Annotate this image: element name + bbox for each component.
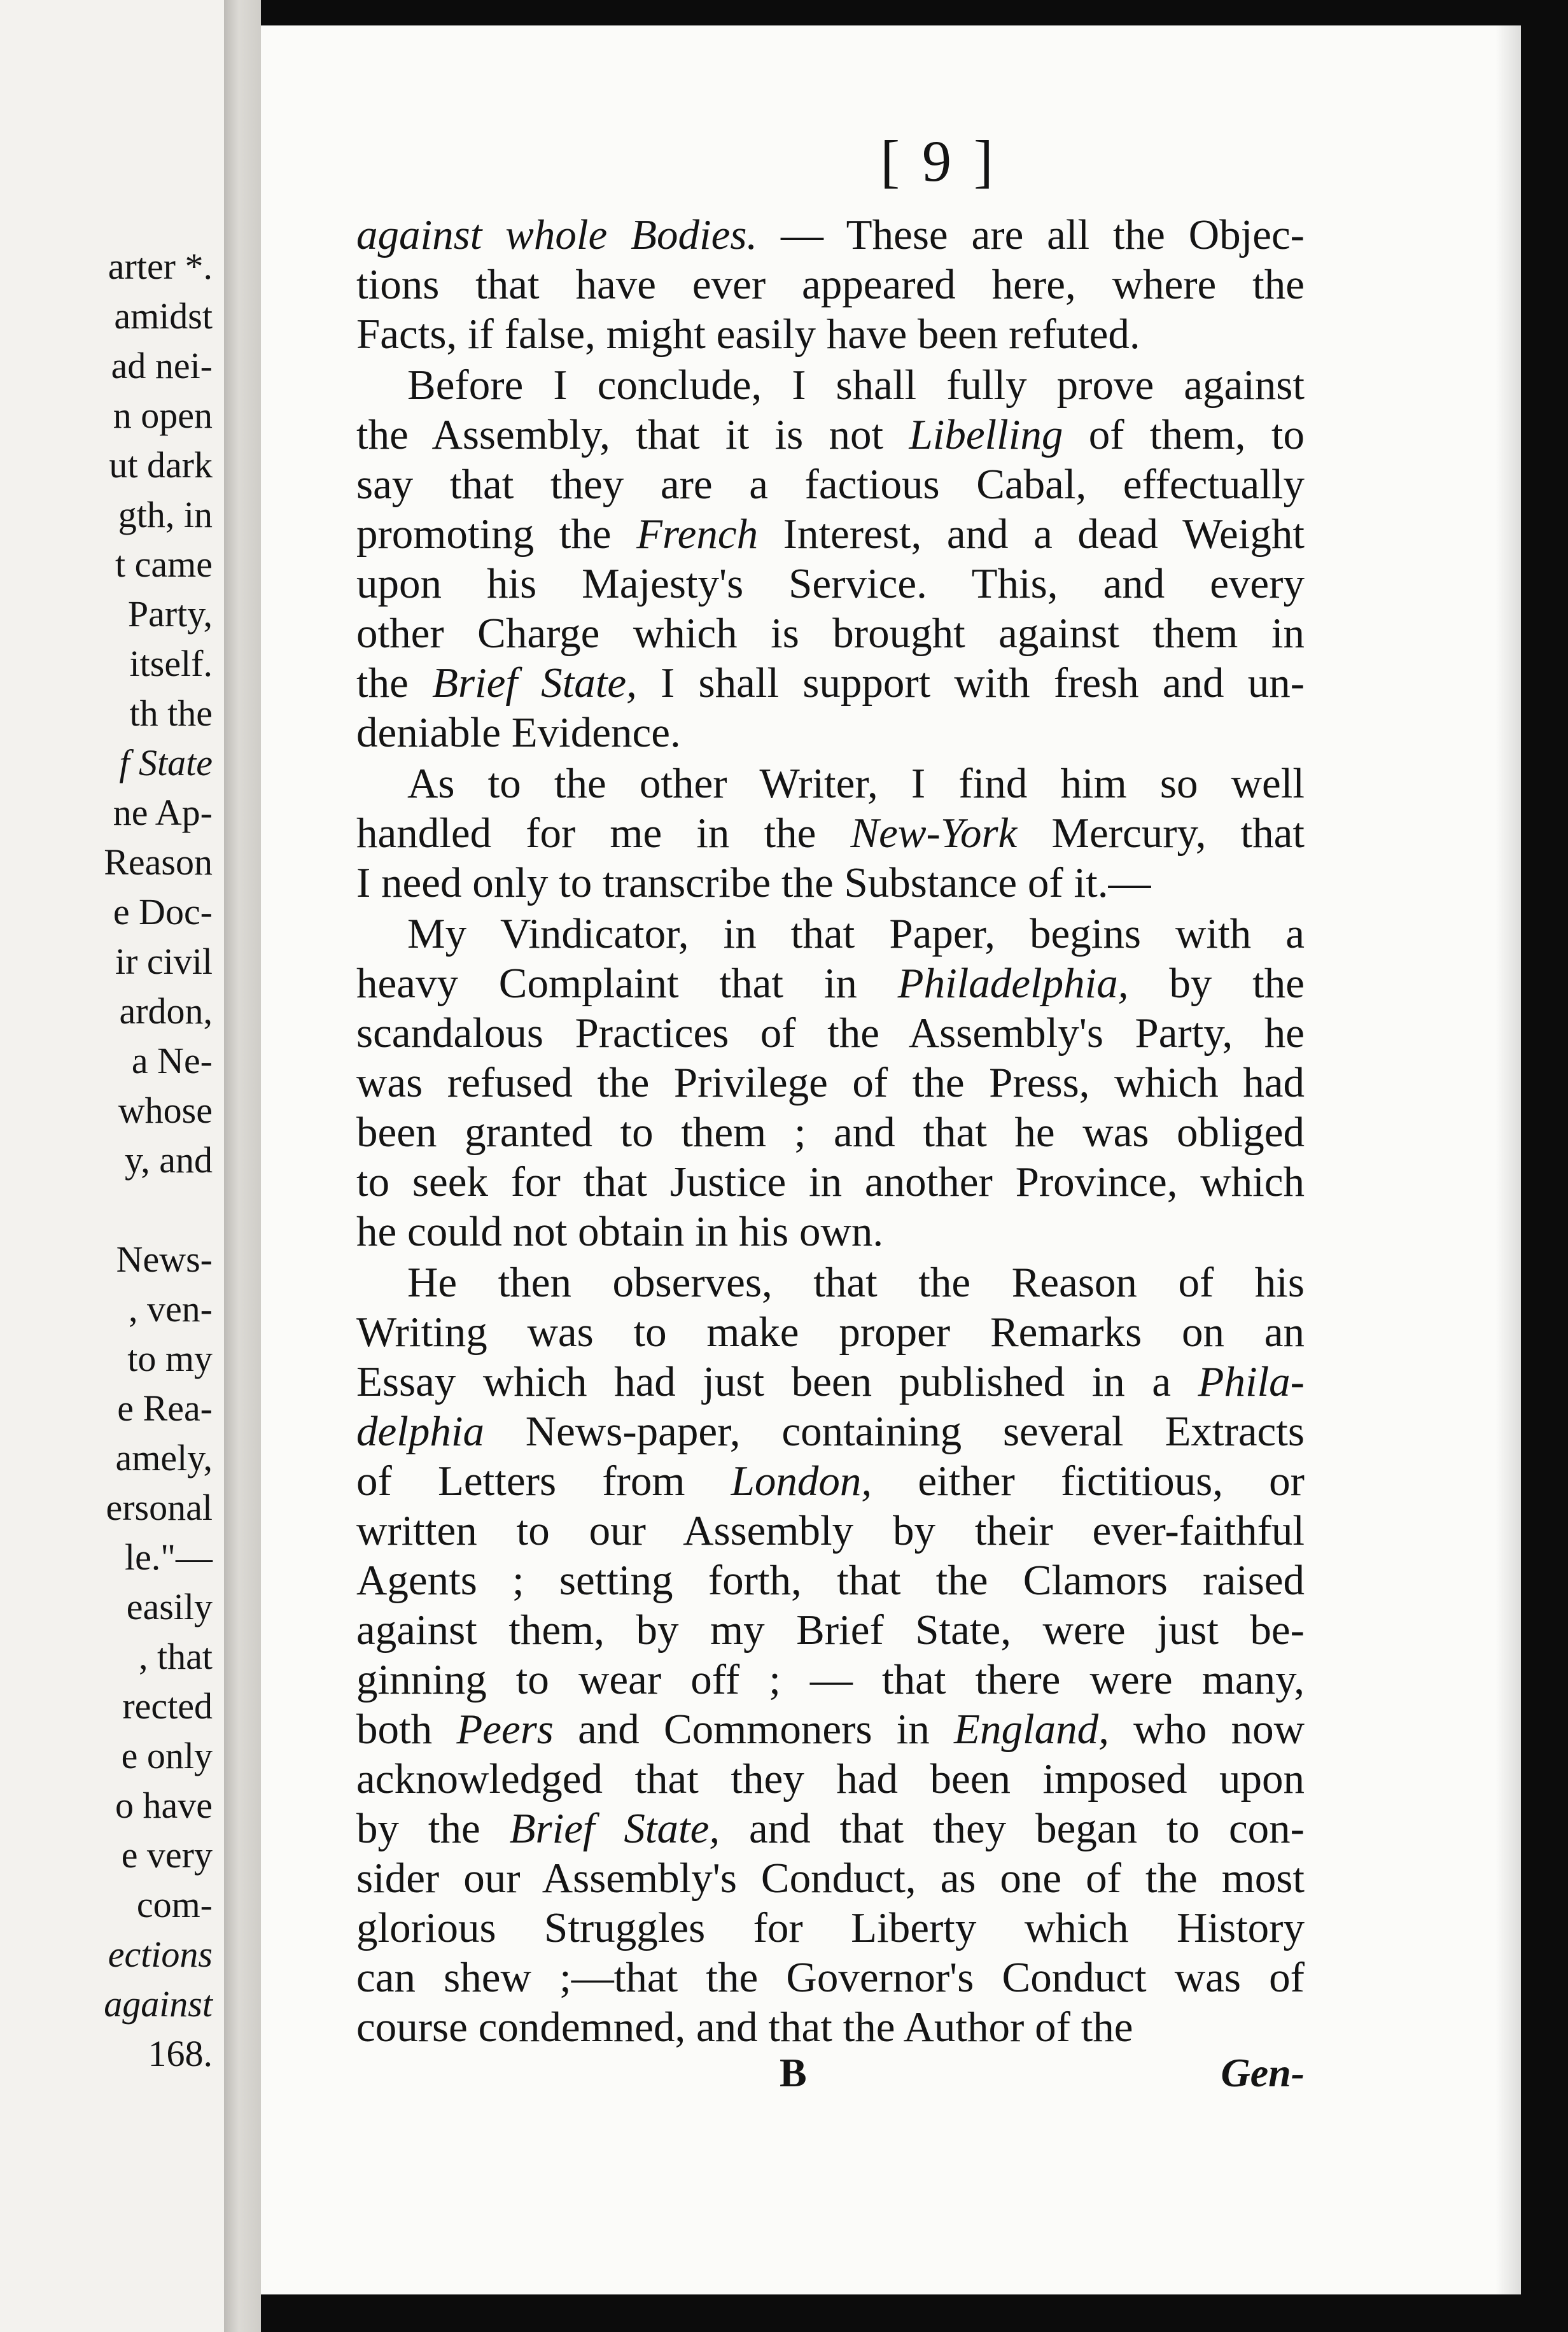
text-run: of Letters from (356, 1458, 731, 1505)
text-run: written to our Assembly by their ever-faithful (356, 1507, 1305, 1554)
text-line (356, 858, 1305, 908)
text-line (356, 1058, 1305, 1107)
previous-page-line: e very (121, 1834, 213, 1876)
text-run: ginning to wear off ; — that there were many, (356, 1656, 1305, 1703)
text-line (356, 808, 1305, 858)
text-line (356, 1207, 1305, 1256)
text-run: the Assembly, that it is not (356, 411, 909, 458)
previous-page-line: amely, (115, 1437, 213, 1479)
italic-run: Peers (456, 1706, 554, 1753)
text-run: Interest, and a dead Weight (758, 510, 1305, 558)
previous-page-line: com- (136, 1884, 213, 1925)
text-run: he could not obtain in his own. (356, 1208, 884, 1255)
text-line (356, 708, 1305, 757)
text-line (356, 2002, 1305, 2052)
italic-run: Libelling (909, 411, 1063, 458)
text-line (356, 260, 1305, 309)
text-run: against them, by my Brief State, were just be- (356, 1606, 1305, 1654)
text-run: the (356, 659, 433, 706)
catchword: Gen- (1221, 2050, 1305, 2095)
text-line (356, 1655, 1305, 1704)
previous-page-line: a Ne- (131, 1040, 213, 1081)
text-line (356, 1903, 1305, 1953)
text-run: Mercury, that (1017, 810, 1305, 857)
text-run: My Vindicator, in that Paper, begins with a (407, 910, 1305, 957)
previous-page-line: n open (113, 395, 213, 436)
previous-page-line: ections (108, 1934, 213, 1975)
text-run: handled for me in the (356, 810, 851, 857)
text-run: glorious Struggles for Liberty which History (356, 1904, 1305, 1951)
previous-page-line (3, 1185, 213, 1235)
text-run: and Commoners in (553, 1706, 955, 1753)
text-run: Agents ; setting forth, that the Clamors raised (356, 1557, 1305, 1604)
text-run: As to the other Writer, I find him so well (407, 760, 1305, 807)
text-line (356, 909, 1305, 959)
text-line (356, 559, 1305, 608)
previous-page-line: f State (119, 742, 213, 783)
paragraph (356, 909, 1305, 1256)
italic-run: Philadelphia, (897, 960, 1129, 1007)
book-gutter (224, 0, 261, 2332)
page-footer (356, 2049, 1305, 2100)
paragraph (356, 759, 1305, 908)
text-line (356, 1456, 1305, 1506)
text-run: scandalous Practices of the Assembly's Party, he (356, 1009, 1305, 1057)
text-run: promoting the (356, 510, 637, 558)
text-line (356, 1605, 1305, 1655)
text-run: to seek for that Justice in another Province, which (356, 1158, 1305, 1205)
body-text (356, 210, 1305, 2053)
previous-page-line: against (104, 1983, 213, 2025)
text-run: can shew ;—that the Governor's Conduct was of (356, 1954, 1305, 2001)
text-run: who now (1109, 1706, 1305, 1753)
text-run: I need only to transcribe the Substance of it.— (356, 859, 1151, 906)
text-line (356, 759, 1305, 808)
text-run: other Charge which is brought against them in (356, 610, 1305, 657)
italic-run: New-York (850, 810, 1018, 857)
previous-page-line: ad nei- (111, 345, 213, 386)
previous-page-line: y, and (125, 1139, 213, 1181)
text-line (356, 360, 1305, 410)
text-run: was refused the Privilege of the Press, which had (356, 1059, 1305, 1106)
text-run: I shall support with fresh and un- (636, 659, 1305, 706)
previous-page-line: , that (139, 1636, 213, 1677)
text-run: course condemned, and that the Author of the (356, 2004, 1133, 2051)
previous-page-line: arter *. (108, 246, 213, 287)
previous-page-line: Party, (127, 593, 213, 635)
previous-page-line: News- (116, 1239, 213, 1280)
previous-page-line: rected (122, 1685, 213, 1727)
text-line (356, 1307, 1305, 1357)
text-run: upon his Majesty's Service. This, and every (356, 560, 1305, 607)
text-run: either fictitious, or (872, 1458, 1305, 1505)
previous-page-line: amidst (114, 295, 213, 337)
italic-run: delphia (356, 1408, 484, 1455)
previous-page-line: gth, in (118, 494, 213, 535)
text-line (356, 658, 1305, 708)
paragraph (356, 210, 1305, 359)
previous-page-text-fragments (3, 242, 213, 2079)
previous-page-edge (0, 0, 224, 2332)
text-line (356, 410, 1305, 460)
text-line (356, 1853, 1305, 1903)
text-line (356, 1953, 1305, 2002)
previous-page-line: ir civil (115, 941, 213, 982)
text-run: and that they began to con- (720, 1805, 1305, 1852)
text-line (356, 1754, 1305, 1804)
previous-page-line: ne Ap- (113, 792, 213, 833)
previous-page-line: Reason (104, 841, 213, 883)
text-run: tions that have ever appeared here, where the (356, 261, 1305, 308)
text-run: Before I conclude, I shall fully prove against (407, 362, 1305, 409)
previous-page-line: e Rea- (117, 1387, 213, 1429)
text-line (356, 1107, 1305, 1157)
text-run: deniable Evidence. (356, 709, 681, 756)
paragraph (356, 360, 1305, 757)
text-line (356, 1157, 1305, 1207)
text-run: Writing was to make proper Remarks on an (356, 1309, 1305, 1356)
italic-run: Brief State, (432, 659, 637, 706)
text-line (356, 210, 1305, 260)
previous-page-line: itself. (129, 643, 213, 684)
previous-page-line: th the (129, 692, 213, 734)
italic-run: Brief State, (509, 1805, 720, 1852)
previous-page-line: 168. (148, 2033, 213, 2074)
text-line (356, 1506, 1305, 1556)
previous-page-line: e Doc- (113, 891, 213, 932)
text-line (356, 309, 1305, 359)
text-run: heavy Complaint that in (356, 960, 898, 1007)
text-run: by the (1128, 960, 1305, 1007)
text-line (356, 1357, 1305, 1407)
text-line (356, 460, 1305, 509)
paragraph (356, 1258, 1305, 2052)
text-line (356, 1704, 1305, 1754)
italic-run: against whole Bodies. (356, 211, 758, 258)
previous-page-line: t came (115, 544, 213, 585)
previous-page-line: easily (126, 1586, 213, 1627)
italic-run: Phila- (1198, 1358, 1305, 1405)
text-line (356, 959, 1305, 1008)
previous-page-line: ersonal (106, 1487, 213, 1528)
text-line (356, 1008, 1305, 1058)
previous-page-line: e only (121, 1735, 213, 1776)
text-run: acknowledged that they had been imposed upon (356, 1755, 1305, 1802)
italic-run: England, (954, 1706, 1109, 1753)
text-line (356, 608, 1305, 658)
text-run: by the (356, 1805, 510, 1852)
text-run: News-paper, containing several Extracts (484, 1408, 1305, 1455)
text-run: He then observes, that the Reason of his (407, 1259, 1305, 1306)
text-run: sider our Assembly's Conduct, as one of the most (356, 1855, 1305, 1902)
page (261, 25, 1521, 2294)
text-run: Essay which had just been published in a (356, 1358, 1198, 1405)
text-run: — These are all the Objec- (757, 211, 1305, 258)
previous-page-line: o have (115, 1785, 213, 1826)
text-run: both (356, 1706, 457, 1753)
text-line (356, 1804, 1305, 1853)
previous-page-line: ut dark (109, 444, 213, 486)
text-line (356, 1258, 1305, 1307)
text-run: say that they are a factious Cabal, effectually (356, 461, 1305, 508)
previous-page-line: to my (127, 1338, 213, 1379)
page-number: [ 9 ] (880, 129, 997, 193)
italic-run: London, (731, 1458, 872, 1505)
previous-page-line: ardon, (119, 990, 213, 1032)
previous-page-line: le."— (124, 1536, 213, 1578)
text-run: been granted to them ; and that he was obliged (356, 1109, 1305, 1156)
text-line (356, 1556, 1305, 1605)
text-line (356, 1407, 1305, 1456)
previous-page-line: whose (118, 1090, 213, 1131)
text-line (356, 509, 1305, 559)
italic-run: French (636, 510, 759, 558)
signature-mark: B (780, 2050, 807, 2095)
text-run: Facts, if false, might easily have been refuted. (356, 311, 1140, 358)
text-run: of them, to (1063, 411, 1305, 458)
previous-page-line: , ven- (128, 1288, 213, 1330)
